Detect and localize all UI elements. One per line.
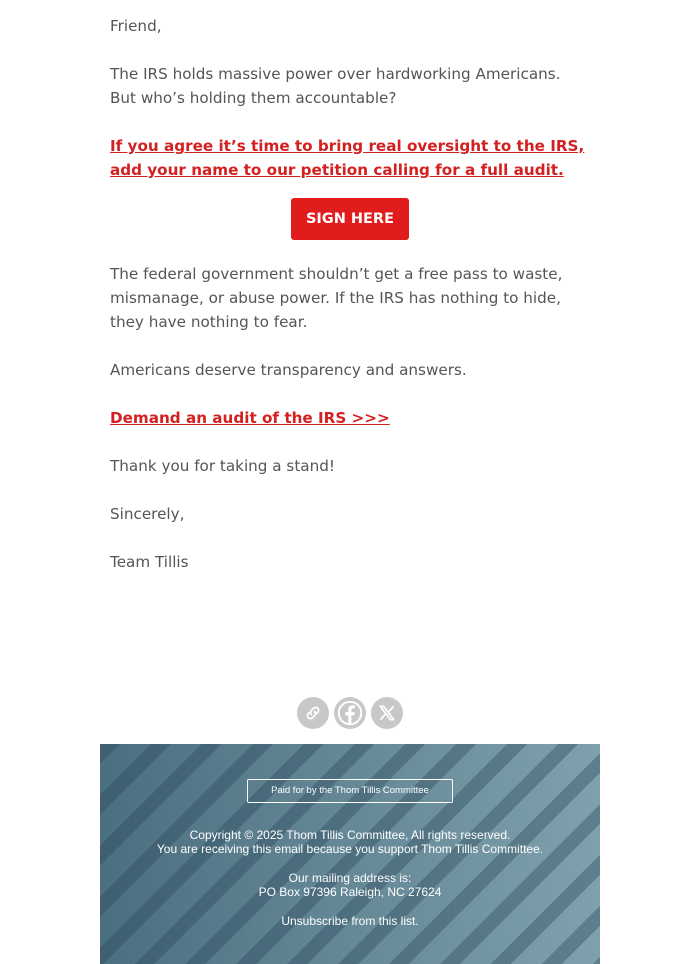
mailing-address: PO Box 97396 Raleigh, NC 27624 xyxy=(258,885,442,899)
footer-text xyxy=(100,828,600,928)
unsubscribe-link[interactable]: Unsubscribe from this list. xyxy=(281,914,419,928)
footer xyxy=(100,744,600,964)
copyright-text: Copyright © 2025 Thom Tillis Committee, All rights reserved. xyxy=(189,828,511,842)
sign-here-button[interactable]: SIGN HERE xyxy=(291,198,409,240)
demand-audit-link[interactable]: Demand an audit of the IRS >>> xyxy=(110,409,390,427)
sign-button-wrap xyxy=(110,198,590,240)
x-icon[interactable] xyxy=(371,697,403,729)
signoff-line: Sincerely, xyxy=(110,505,185,523)
email-body xyxy=(110,14,590,598)
facebook-icon[interactable] xyxy=(334,697,366,729)
demand-link-row xyxy=(110,406,590,430)
thanks-line: Thank you for taking a stand! xyxy=(110,457,335,475)
paid-for-disclaimer: Paid for by the Thom Tillis Committee xyxy=(247,779,453,803)
body-paragraph: The federal government shouldn’t get a free pass to waste, mismanage, or abuse power. If the IRS has nothing to hide, they have nothing to fear. xyxy=(110,265,563,331)
signature: Team Tillis xyxy=(110,553,189,571)
intro-paragraph: The IRS holds massive power over hardworking Americans. But who’s holding them accountable? xyxy=(110,65,561,107)
social-links xyxy=(0,697,700,729)
link-icon[interactable] xyxy=(297,697,329,729)
mailing-label: Our mailing address is: xyxy=(288,871,412,885)
petition-cta-link[interactable]: If you agree it’s time to bring real oversight to the IRS, add your name to our petition calling for a full audit. xyxy=(110,137,585,179)
greeting: Friend, xyxy=(110,17,162,35)
receiving-reason: You are receiving this email because you support Thom Tillis Committee. xyxy=(156,842,544,856)
transparency-paragraph: Americans deserve transparency and answers. xyxy=(110,361,467,379)
